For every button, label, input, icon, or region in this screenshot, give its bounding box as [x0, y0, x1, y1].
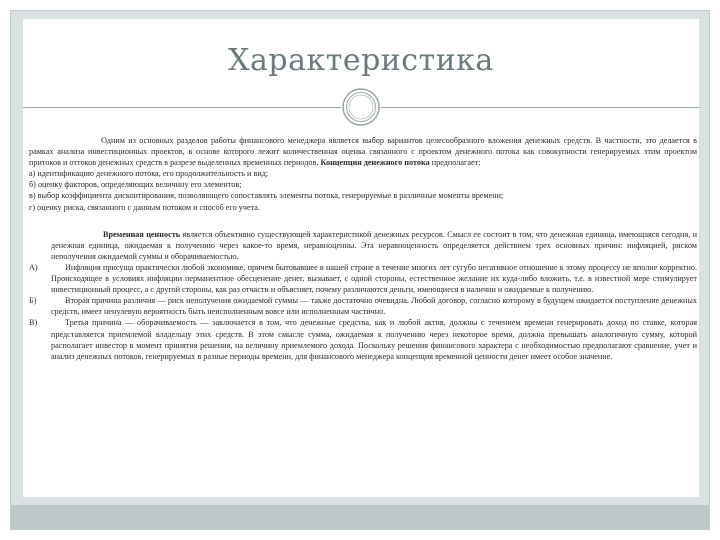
section1-paragraph — [29, 135, 697, 168]
section2-bold-term: Временная ценность — [103, 229, 181, 239]
section1-bold-term: Концепция денежного потока — [320, 158, 430, 168]
slide-content — [23, 19, 699, 497]
reason-text: Инфляция присуща практически любой экономике, причем бытовавшее в нашей стране в течение многих лет сугубо негативное отношение к этому процессу не вполне корректно. Происходящее в условиях инфляции перманентное обесценение денег, вызывает, с одной стороны, естественное желание их куда-либо вложить, т.е. в известной мере стимулирует инвестиционный процесс, а с другой стороны, как раз отчасти и объясняет, почему различаются деньги, имеющиеся в наличии и ожидаемые к получению. — [51, 262, 697, 295]
reason-text: Третья причина — оборачиваемость — заключается в том, что денежные средства, как и любой актив, должны с течением времени генерировать доход по ставке, которая представляется приемлемой владельцу этих средств. В этом смысле сумма, ожидаемая к получению через некоторое время, должна превышать аналогичную сумму, которой располагает инвестор в момент принятия решения, на величину приемлемого дохода. Поскольку решения финансового характера с необходимостью предполагают сравнение, учет и анализ денежных потоков, генерируемых в разные периоды времени, для финансового менеджера концепция временной ценности денег имеет особое значение. — [51, 318, 697, 361]
list-item-c: в) выбор коэффициента дисконтирования, позволяющего сопоставлять элементы потока, генерируемые в различные моменты времени; — [29, 191, 504, 201]
reason-marker: А) — [29, 262, 38, 272]
list-item-a: а) идентификацию денежного потока, его продолжительность и вид; — [29, 169, 269, 179]
slide-footer-band — [11, 505, 709, 529]
reason-item-a — [29, 262, 697, 295]
list-item-d: г) оценку риска, связанного с данным потоком и способ его учета. — [29, 202, 260, 212]
slide-frame — [10, 10, 710, 530]
circle-ornament-icon — [341, 87, 381, 127]
section-gap — [29, 213, 697, 229]
slide-body — [29, 135, 697, 362]
section1-text-end: предполагает: — [431, 158, 481, 168]
section2-paragraph — [29, 229, 697, 262]
title-divider-right — [381, 107, 699, 108]
title-divider-left — [23, 107, 341, 108]
reason-item-c — [29, 317, 697, 361]
list-item-b: б) оценку факторов, определяющих величину его элементов; — [29, 180, 242, 190]
section1-text: Одним из основных разделов работы финансового менеджера является выбор вариантов целесообразного вложения денежных средств. В частности, это делается в рамках анализа инвестиционных проектов, в основе которого лежит количественная оценка связанного с проектом денежного потока как совокупности генерируемых этим проектом притоков и оттоков денежных средств в разрезе выделенных временных периодов. — [29, 136, 697, 168]
slide-title: Характеристика — [228, 43, 494, 78]
section2-text: является объективно существующей характеристикой денежных ресурсов. Смысл ее состоит в том, что денежная единица, имеющаяся сегодня, и денежная единица, ожидаемая к получению через какое-то время, неравноценны. Эта неравноценность определяется действием трех основных причин: инфляцией, риском неполучения ожидаемой суммы и оборачиваемостью. — [51, 229, 698, 261]
reason-item-b — [29, 295, 697, 317]
reason-marker: Б) — [29, 296, 37, 306]
reason-marker: В) — [29, 318, 38, 328]
reason-text: Вторая причина различия — риск неполучения ожидаемой суммы — также достаточно очевидна. Любой договор, согласно которому в будущем ожидается поступление денежных средств, имеет ненулевую вероятность быть неисполненным вовсе или исполненным частично. — [51, 296, 697, 317]
